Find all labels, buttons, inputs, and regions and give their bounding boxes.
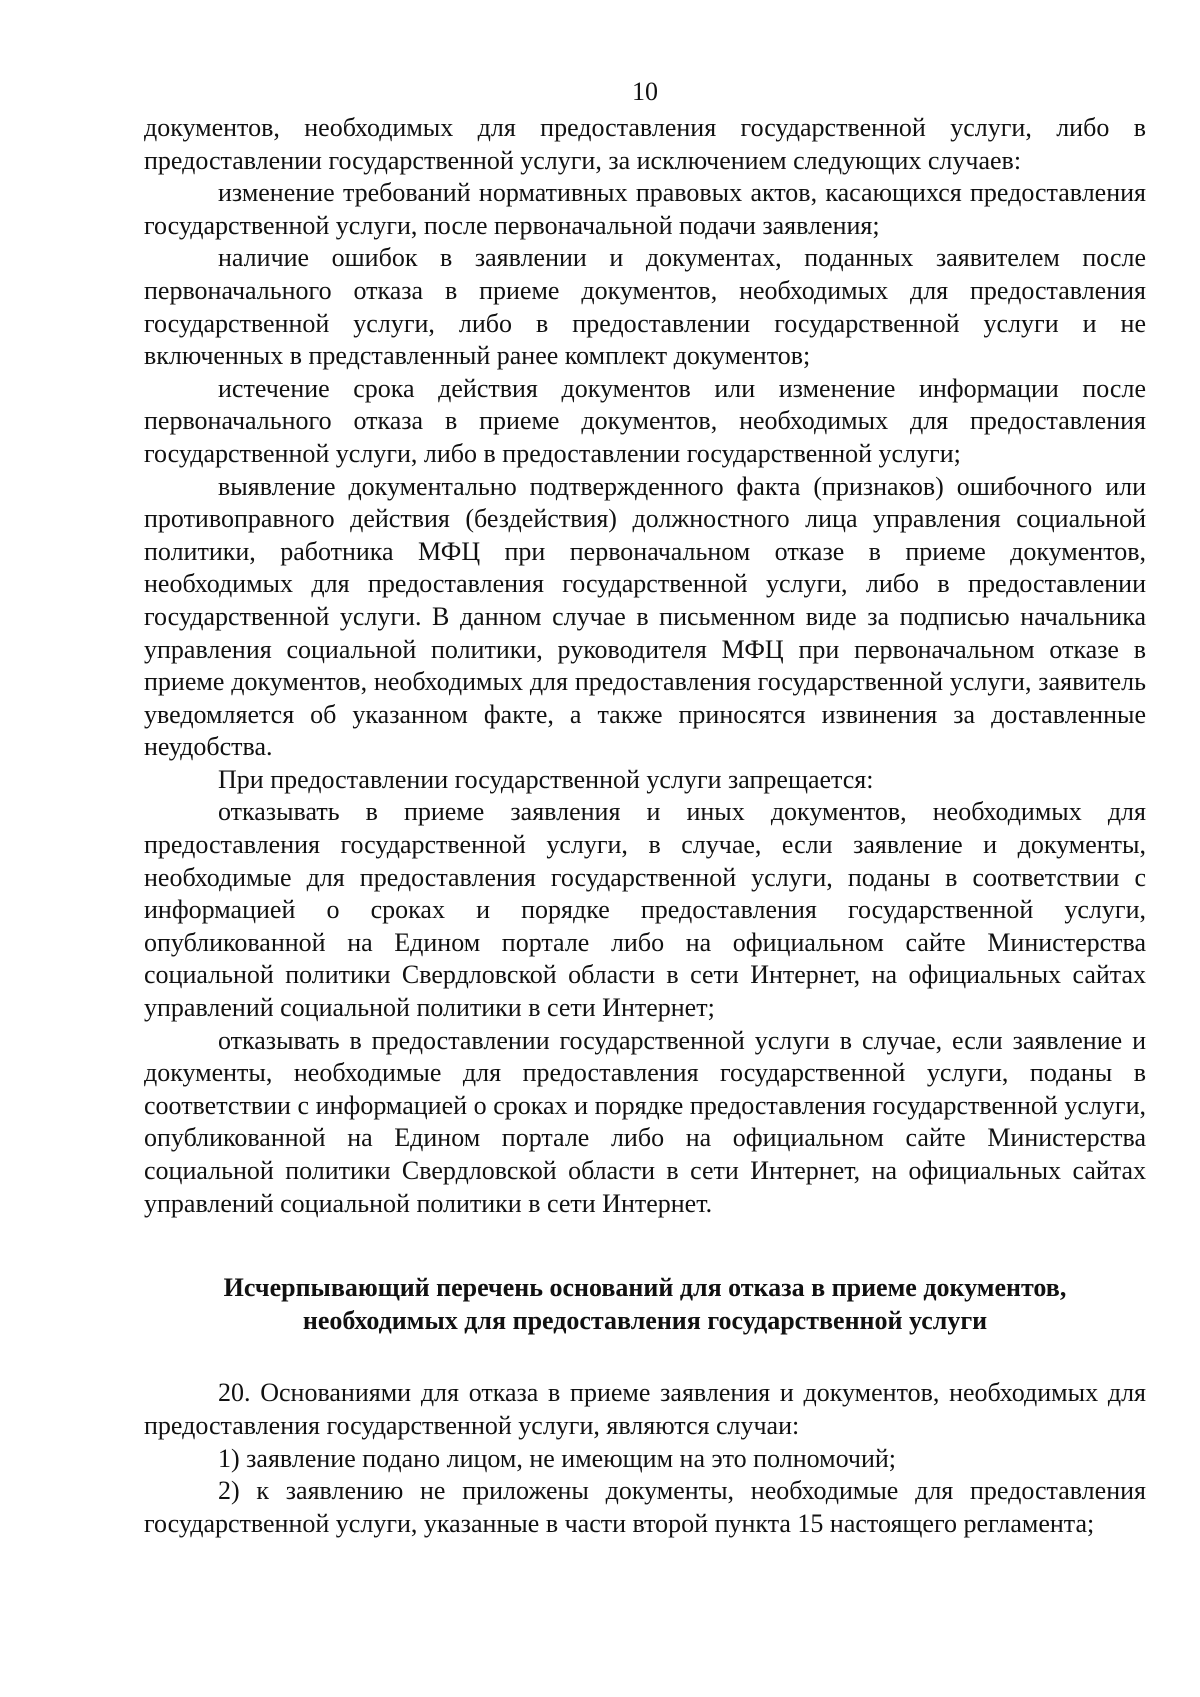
document-page xyxy=(144,72,1146,1540)
paragraph-continuation: документов, необходимых для предоставления государственной услуги, либо в предоставлении государственной услуги, за исключением следующих случаев: xyxy=(144,113,1146,175)
list-item-2: 2) к заявлению не приложены документы, необходимые для предоставления государственной услуги, указанные в части второй пункта 15 настоящего регламента; xyxy=(144,1476,1146,1538)
section-heading: Исчерпывающий перечень оснований для отказа в приеме документов, необходимых для предоставления государственной услуги xyxy=(223,1273,1067,1335)
paragraph-detection-of-fact: выявление документально подтвержденного факта (признаков) ошибочного или противоправного действия (бездействия) должностного лица управления социальной политики, работника МФЦ при первоначальном отказе в приеме документов, необходимых для предоставления государственной услуги, либо в предоставлении государственной услуги. В данном случае в письменном виде за подписью начальника управления социальной политики, руководителя МФЦ при первоначальном отказе в приеме документов, необходимых для предоставления государственной услуги, заявитель уведомляется об указанном факте, а также приносятся извинения за доставленные неудобства. xyxy=(144,471,1146,762)
paragraph-errors-in-application: наличие ошибок в заявлении и документах, поданных заявителем после первоначального отказа в приеме документов, необходимых для предоставления государственной услуги, либо в предоставлении государственной услуги и не включенных в представленный ранее комплект документов; xyxy=(144,243,1146,371)
list-item-1: 1) заявление подано лицом, не имеющим на это полномочий; xyxy=(218,1443,897,1473)
paragraph-prohibited-intro: При предоставлении государственной услуги запрещается: xyxy=(218,764,874,794)
paragraph-requirements-change: изменение требований нормативных правовых актов, касающихся предоставления государственной услуги, после первоначальной подачи заявления; xyxy=(144,178,1146,240)
paragraph-item-20: 20. Основаниями для отказа в приеме заявления и документов, необходимых для предоставления государственной услуги, являются случаи: xyxy=(144,1378,1146,1440)
paragraph-prohibited-refuse-provision: отказывать в предоставлении государственной услуги в случае, если заявление и документы, необходимые для предоставления государственной услуги, поданы в соответствии с информацией о сроках и порядке предоставления государственной услуги, опубликованной на Едином портале либо на официальном сайте Министерства социальной политики Свердловской области в сети Интернет, на официальных сайтах управлений социальной политики в сети Интернет. xyxy=(144,1025,1146,1218)
paragraph-prohibited-refuse-acceptance: отказывать в приеме заявления и иных документов, необходимых для предоставления государственной услуги, в случае, если заявление и документы, необходимые для предоставления государственной услуги, поданы в соответствии с информацией о сроках и порядке предоставления государственной услуги, опубликованной на Едином портале либо на официальном сайте Министерства социальной политики Свердловской области в сети Интернет, на официальных сайтах управлений социальной политики в сети Интернет; xyxy=(144,797,1146,1023)
section-body xyxy=(144,1377,1146,1540)
paragraph-expiry-of-documents: истечение срока действия документов или изменение информации после первоначального отказа в приеме документов, необходимых для предоставления государственной услуги, либо в предоставлении государственной услуги; xyxy=(144,373,1146,468)
page-number: 10 xyxy=(632,77,658,106)
